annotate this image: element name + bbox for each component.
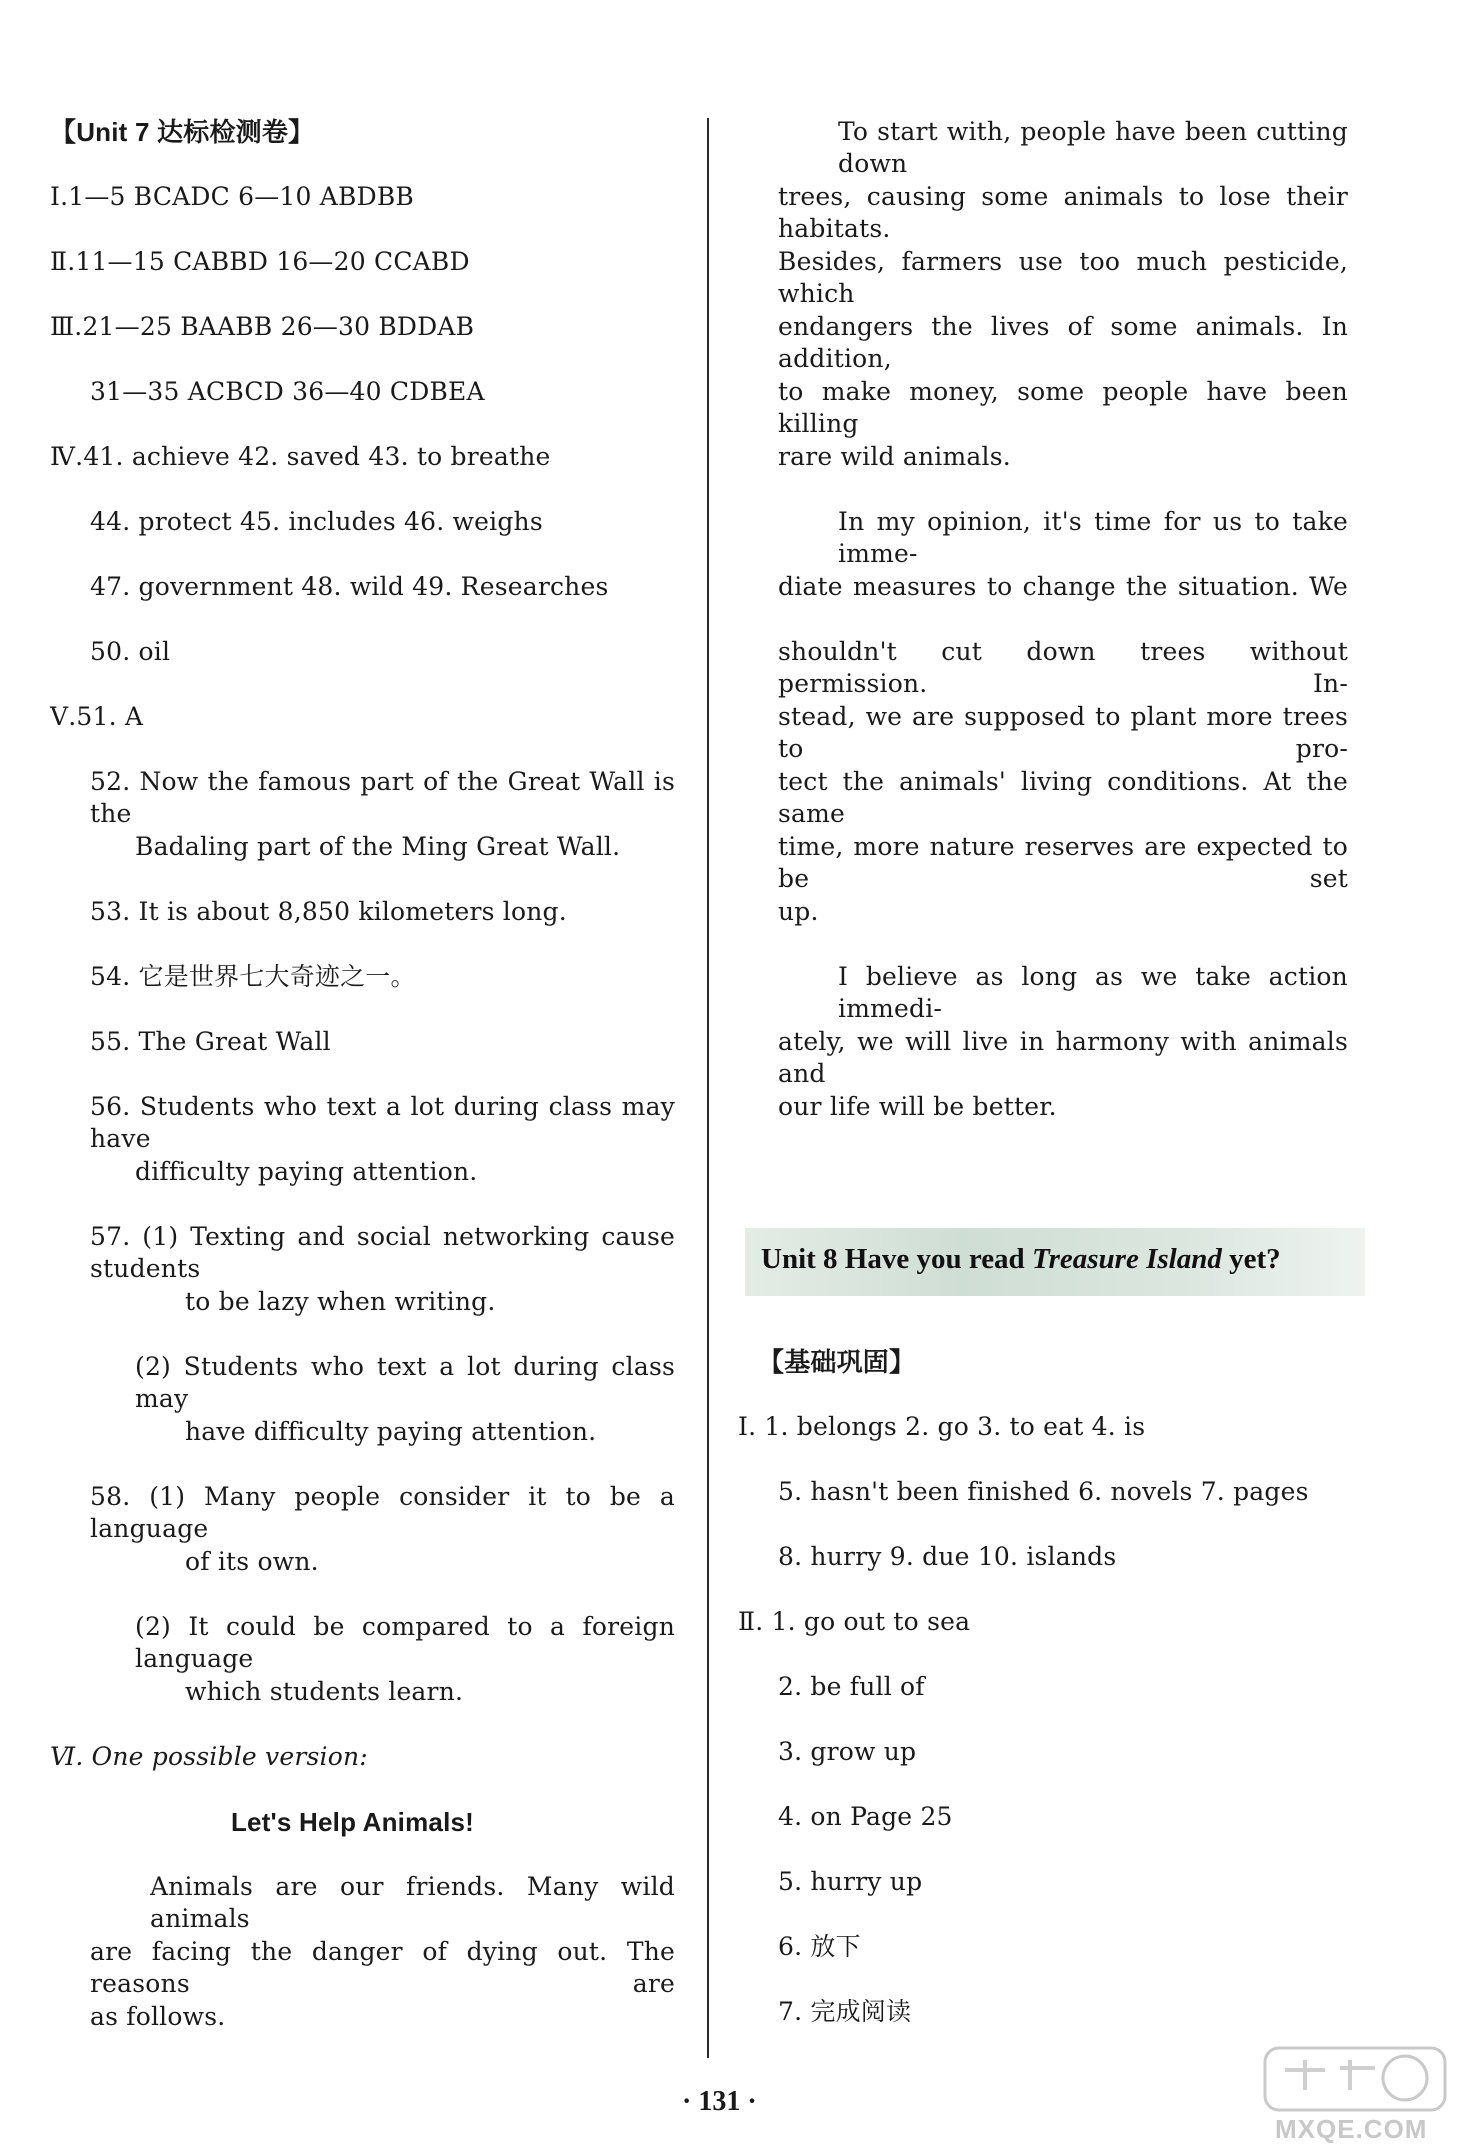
answer-section-3b: 31—35 ACBCD 36—40 CDBEA [90,377,485,406]
answer-55: 55. The Great Wall [90,1027,331,1056]
watermark-text: MXQE.COM [1275,2114,1428,2144]
basic-section-1-line1: Ⅰ. 1. belongs 2. go 3. to eat 4. is [738,1412,1146,1441]
answer-section-5: Ⅴ.51. A [50,702,144,731]
essay-p4-line2: ately, we will live in harmony with animals and [778,1027,1348,1088]
essay-p2-line4: endangers the lives of some animals. In addition, [778,312,1348,373]
answer-section-1: Ⅰ.1—5 BCADC 6—10 ABDBB [50,182,414,211]
unit7-heading: 【Unit 7 达标检测卷】 [50,117,315,147]
essay-p3-line3: shouldn't cut down trees without permission. In- [778,637,1348,698]
answer-section-4c: 47. government 48. wild 49. Researches [90,572,609,601]
answer-58-line2: of its own. [185,1547,319,1576]
essay-title: Let's Help Animals! [230,1807,475,1837]
basic-consolidation-heading: 【基础巩固】 [758,1347,916,1377]
answer-56-line2: difficulty paying attention. [135,1157,478,1186]
essay-p3-line7: up. [778,897,819,926]
answer-section-4b: 44. protect 45. includes 46. weighs [90,507,543,536]
answer-52-line1: 52. Now the famous part of the Great Wall is the [90,767,675,828]
answer-52-line2: Badaling part of the Ming Great Wall. [135,832,621,861]
essay-p2-line2: trees, causing some animals to lose their habitats. [778,182,1348,243]
answer-58-line4: which students learn. [185,1677,464,1706]
answer-54: 54. 它是世界七大奇迹之一。 [90,962,416,991]
basic-section-2-item3: 3. grow up [778,1737,917,1766]
basic-section-2-item6: 6. 放下 [778,1932,861,1961]
answer-57-line2: to be lazy when writing. [185,1287,496,1316]
answer-53: 53. It is about 8,850 kilometers long. [90,897,567,926]
answer-57-line3: (2) Students who text a lot during class may [135,1352,675,1413]
essay-p3-line2: diate measures to change the situation. We [778,572,1348,601]
column-divider [707,118,709,2058]
answer-58-line3: (2) It could be compared to a foreign language [135,1612,675,1673]
essay-p1-line1: Animals are our friends. Many wild animals [150,1872,675,1933]
basic-section-2-item5: 5. hurry up [778,1867,923,1896]
essay-p3-line1: In my opinion, it's time for us to take imme- [838,507,1348,568]
essay-p3-line5: tect the animals' living conditions. At the same [778,767,1348,828]
basic-section-2-item1: Ⅱ. 1. go out to sea [738,1607,971,1636]
essay-p3-line4: stead, we are supposed to plant more trees to pro- [778,702,1348,763]
basic-section-1-line2: 5. hasn't been finished 6. novels 7. pages [778,1477,1309,1506]
unit8-banner [745,1228,1365,1296]
answer-section-2: Ⅱ.11—15 CABBD 16—20 CCABD [50,247,470,276]
basic-section-1-line3: 8. hurry 9. due 10. islands [778,1542,1117,1571]
unit8-title: Unit 8 Have you read Treasure Island yet? [761,1243,1281,1275]
basic-section-2-item7: 7. 完成阅读 [778,1997,912,2026]
essay-p4-line1: I believe as long as we take action immedi- [838,962,1348,1023]
essay-p2-line6: rare wild animals. [778,442,1011,471]
watermark-logo-icon [1255,2040,1455,2150]
essay-p2-line5: to make money, some people have been killing [778,377,1348,438]
basic-section-2-item4: 4. on Page 25 [778,1802,953,1831]
essay-p3-line6: time, more nature reserves are expected to be set [778,832,1348,893]
answer-58-line1: 58. (1) Many people consider it to be a language [90,1482,675,1543]
basic-section-2-item2: 2. be full of [778,1672,925,1701]
answer-section-3a: Ⅲ.21—25 BAABB 26—30 BDDAB [50,312,475,341]
essay-p1-line3: as follows. [90,2002,226,2031]
answer-section-4d: 50. oil [90,637,171,666]
answer-57-line4: have difficulty paying attention. [185,1417,597,1446]
essay-p2-line1: To start with, people have been cutting down [838,117,1348,178]
essay-p2-line3: Besides, farmers use too much pesticide, which [778,247,1348,308]
answer-56-line1: 56. Students who text a lot during class may have [90,1092,675,1153]
essay-p1-line2: are facing the danger of dying out. The reasons are [90,1937,675,1998]
page-number: · 131 · [682,2086,757,2117]
answer-section-6: Ⅵ. One possible version: [50,1742,368,1771]
answer-section-4a: Ⅳ.41. achieve 42. saved 43. to breathe [50,442,551,471]
essay-p4-line3: our life will be better. [778,1092,1057,1121]
answer-57-line1: 57. (1) Texting and social networking cause students [90,1222,675,1283]
